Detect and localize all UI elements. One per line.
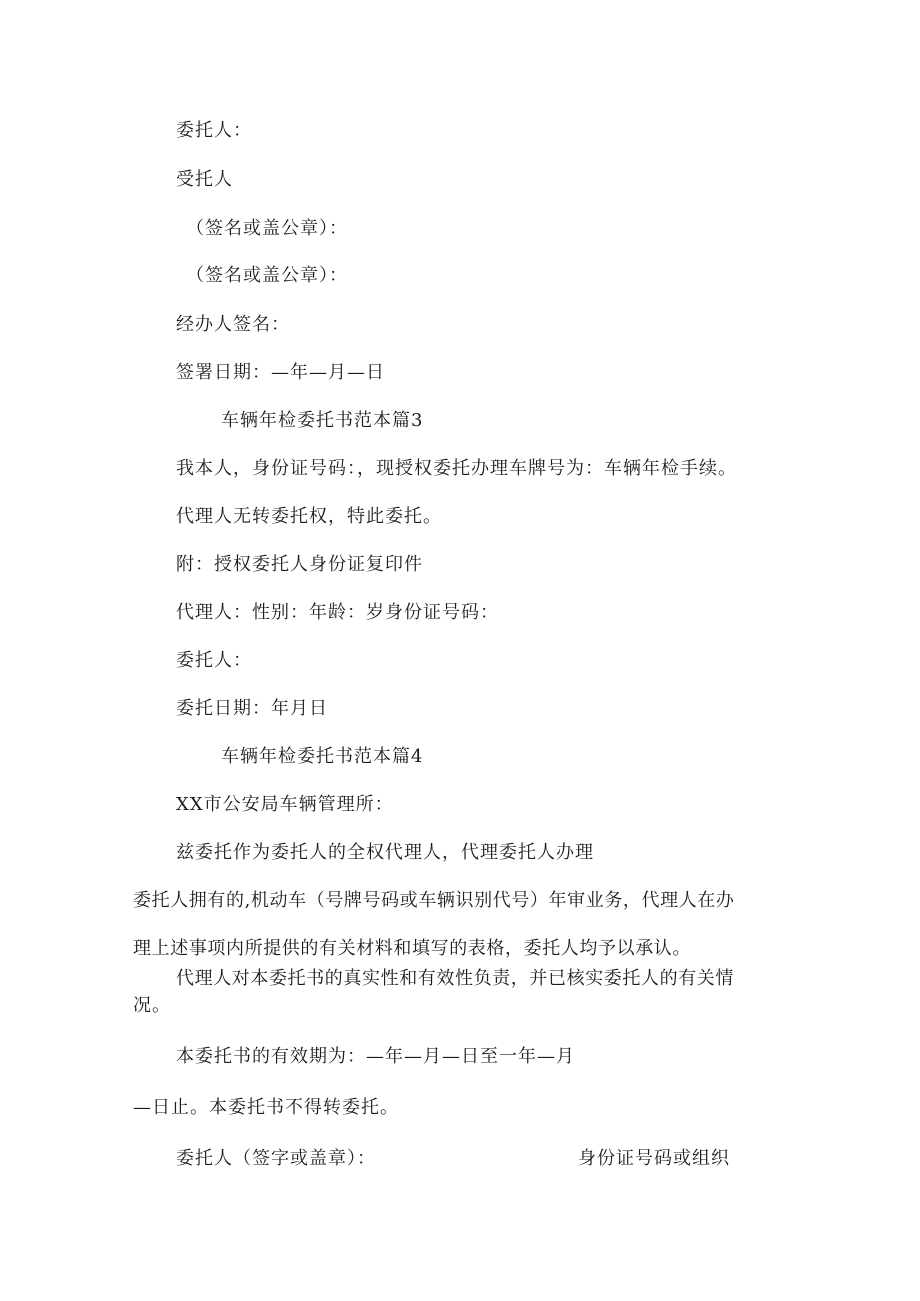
section-heading-3: 车辆年检委托书范本篇3	[221, 410, 424, 431]
principal-label-2: 委托人：	[176, 650, 252, 671]
principal-signature-label: 委托人（签字或盖章）：	[176, 1148, 376, 1169]
validity-period-line: 本委托书的有效期为：—年—月—日至一年—月	[176, 1046, 575, 1067]
handler-signature-label: 经办人签名：	[176, 314, 290, 335]
signature-seal-line-1: （签名或盖公章）：	[186, 218, 348, 239]
addressee-line: XX市公安局车辆管理所：	[176, 794, 394, 815]
body-paragraph-2: 委托人拥有的,机动车（号牌号码或车辆识别代号）年审业务，代理人在办	[133, 890, 735, 911]
body-paragraph-4-cont: 况。	[133, 995, 171, 1016]
body-paragraph-3: 理上述事项内所提供的有关材料和填写的表格，委托人均予以承认。	[133, 938, 691, 959]
validity-period-cont: —日止。本委托书不得转委托。	[133, 1097, 399, 1118]
section-heading-4: 车辆年检委托书范本篇4	[221, 746, 424, 767]
signing-date-line: 签署日期：—年—月—日	[176, 362, 385, 383]
delegation-date-line: 委托日期：年月日	[176, 698, 328, 719]
id-number-label: 身份证号码或组织	[578, 1148, 730, 1169]
body-paragraph-4: 代理人对本委托书的真实性和有效性负责，并已核实委托人的有关情	[176, 968, 734, 989]
attachment-line: 附：授权委托人身份证复印件	[176, 554, 423, 575]
principal-label: 委托人：	[176, 120, 252, 141]
authorization-statement: 我本人，身份证号码：，现授权委托办理车牌号为：车辆年检手续。	[176, 458, 737, 479]
agent-details-line: 代理人：性别：年龄：岁身份证号码：	[176, 602, 499, 623]
body-paragraph-1: 兹委托作为委托人的全权代理人，代理委托人办理	[176, 842, 594, 863]
signature-seal-line-2: （签名或盖公章）：	[186, 265, 348, 286]
no-sub-delegation-line: 代理人无转委托权，特此委托。	[176, 506, 442, 527]
agent-label: 受托人	[176, 169, 233, 190]
